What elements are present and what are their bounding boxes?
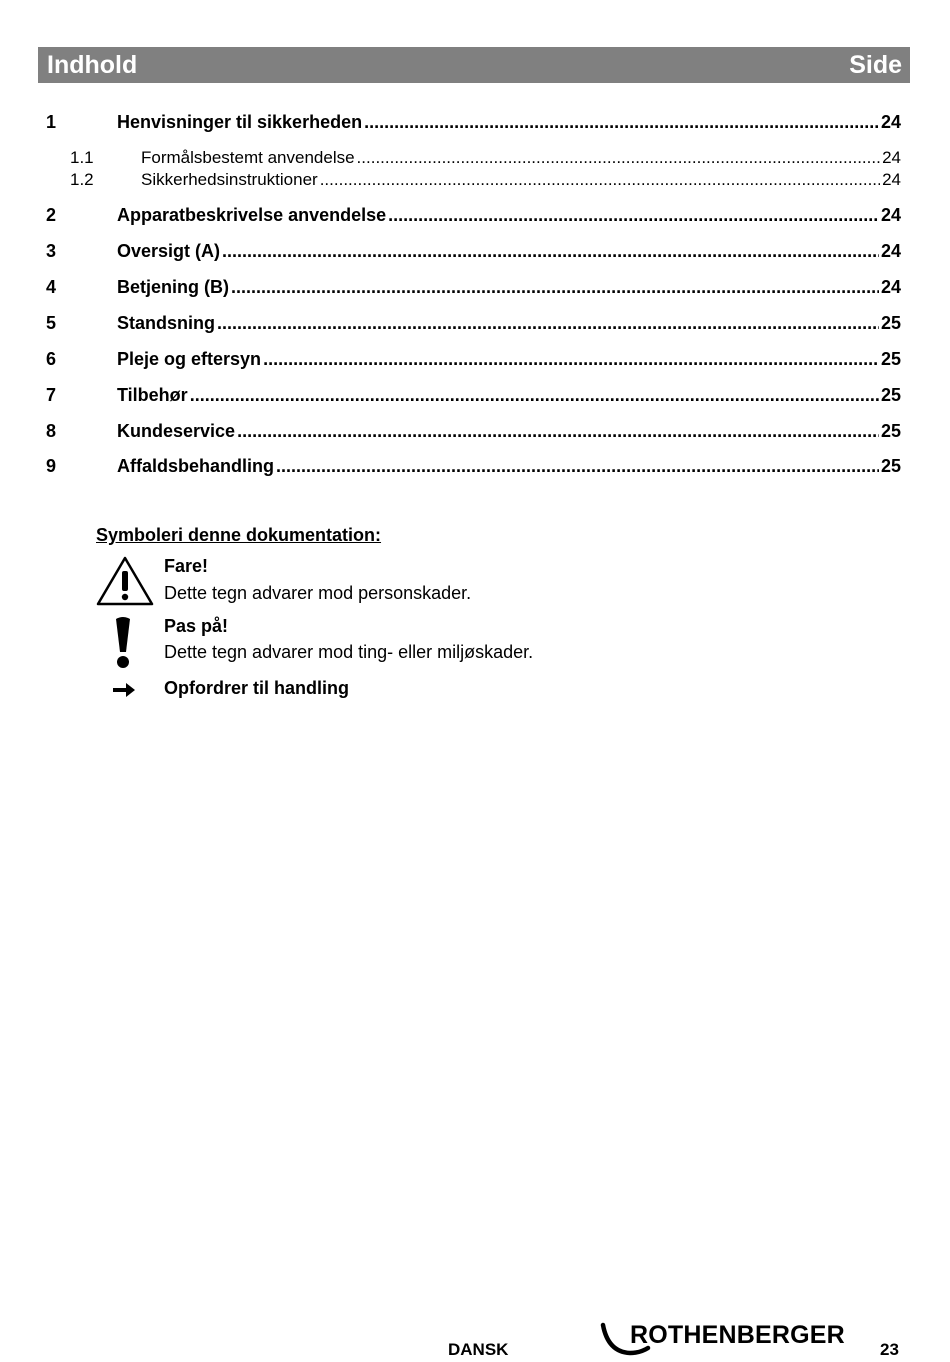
toc-entry-page: 24: [882, 170, 901, 189]
toc-leader-dots: [364, 112, 879, 133]
toc-leader-dots: [263, 349, 879, 370]
toc-entry-page: 24: [880, 205, 901, 225]
toc-entry-number: 9: [46, 456, 57, 476]
toc-subentry[interactable]: [46, 170, 901, 194]
toc-header-title: Indhold: [47, 50, 138, 79]
toc-entry-page: 24: [882, 148, 901, 167]
footer-page-number: 23: [880, 1340, 899, 1359]
toc-subentry[interactable]: [46, 148, 901, 172]
symbol-title-action: Opfordrer til handling: [164, 678, 349, 698]
toc-entry[interactable]: [46, 277, 901, 301]
toc-entry-title: Pleje og eftersyn: [117, 349, 262, 369]
toc-leader-dots: [320, 170, 880, 190]
toc-leader-dots: [388, 205, 879, 226]
toc-entry-title: Henvisninger til sikkerheden: [117, 112, 363, 132]
toc-entry-page: 25: [880, 385, 901, 405]
toc-entry[interactable]: [46, 349, 901, 373]
symbols-heading: Symboleri denne dokumentation:: [96, 525, 382, 545]
toc-leader-dots: [222, 241, 879, 262]
toc-leader-dots: [276, 456, 879, 477]
toc-entry-page: 24: [880, 241, 901, 261]
footer-brand: ROTHENBERGER: [630, 1321, 845, 1349]
toc-entry-number: 4: [46, 277, 57, 297]
toc-entry-number: 7: [46, 385, 57, 405]
toc-entry-number: 2: [46, 205, 57, 225]
toc-entry[interactable]: [46, 241, 901, 265]
toc-entry-number: 5: [46, 313, 57, 333]
toc-entry-page: 25: [880, 421, 901, 441]
arrow-right-icon: [112, 681, 136, 699]
toc-entry-number: 3: [46, 241, 57, 261]
toc-leader-dots: [357, 148, 881, 168]
toc-entry-number: 1: [46, 112, 57, 132]
toc-entry-title: Betjening (B): [117, 277, 229, 297]
toc-entry[interactable]: [46, 456, 901, 480]
toc-leader-dots: [231, 277, 879, 298]
warning-triangle-icon: [96, 555, 154, 607]
toc-entry[interactable]: [46, 205, 901, 229]
toc-entry-number: 1.2: [70, 170, 94, 189]
toc-entry-page: 25: [880, 456, 901, 476]
symbol-text-caution: Dette tegn advarer mod ting- eller miljøskader.: [164, 642, 534, 662]
toc-header-page-label: Side: [849, 50, 902, 79]
toc-entry-title: Tilbehør: [117, 385, 188, 405]
toc-entry[interactable]: [46, 112, 901, 136]
toc-entry-page: 24: [880, 112, 901, 132]
toc-entry-title: Apparatbeskrivelse anvendelse: [117, 205, 387, 225]
toc-entry-title: Formålsbestemt anvendelse: [141, 148, 355, 167]
toc-entry-number: 8: [46, 421, 57, 441]
toc-leader-dots: [190, 385, 879, 406]
toc-entry-page: 25: [880, 349, 901, 369]
footer-language: DANSK: [448, 1340, 509, 1359]
toc-entry-title: Kundeservice: [117, 421, 236, 441]
toc-header-bar: [38, 47, 910, 83]
toc-entry-title: Oversigt (A): [117, 241, 221, 261]
toc-entry-number: 6: [46, 349, 57, 369]
toc-entry-title: Affaldsbehandling: [117, 456, 274, 476]
toc-entry[interactable]: [46, 421, 901, 445]
toc-entry-page: 24: [880, 277, 901, 297]
exclamation-icon: [113, 615, 133, 669]
toc-leader-dots: [217, 313, 879, 334]
toc-entry-title: Sikkerhedsinstruktioner: [141, 170, 318, 189]
toc-entry-number: 1.1: [70, 148, 94, 167]
toc-entry-page: 25: [880, 313, 901, 333]
toc-entry[interactable]: [46, 385, 901, 409]
toc-entry[interactable]: [46, 313, 901, 337]
symbol-text-danger: Dette tegn advarer mod personskader.: [164, 583, 472, 603]
toc-leader-dots: [237, 421, 879, 442]
toc-entry-title: Standsning: [117, 313, 215, 333]
symbol-title-danger: Fare!: [164, 556, 209, 576]
symbol-title-caution: Pas på!: [164, 616, 229, 636]
